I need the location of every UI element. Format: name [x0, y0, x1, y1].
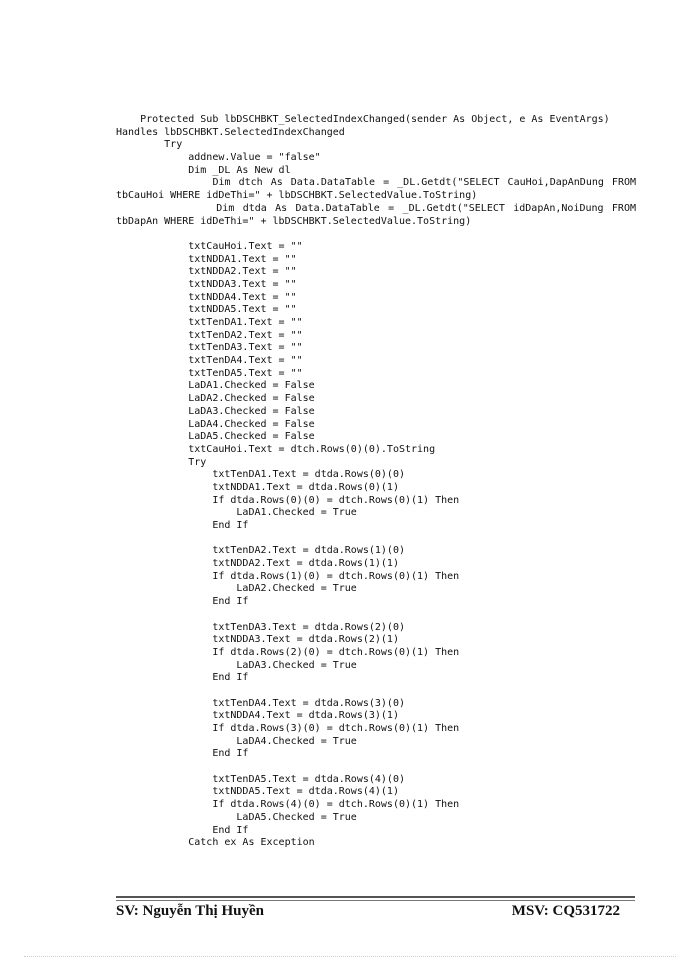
code-line: LaDA3.Checked = True [116, 659, 357, 671]
code-line [116, 533, 636, 546]
code-line: txtNDDA2.Text = dtda.Rows(1)(1) [116, 558, 399, 570]
code-line [116, 609, 636, 622]
code-line: txtTenDA2.Text = "" [116, 329, 303, 341]
code-line: txtTenDA5.Text = "" [116, 367, 303, 379]
code-line: LaDA3.Checked = False [116, 405, 315, 417]
code-line: txtTenDA4.Text = dtda.Rows(3)(0) [116, 697, 405, 709]
code-line: tbCauHoi WHERE idDeThi=" + lbDSCHBKT.SelectedValue.ToString) [116, 190, 478, 202]
code-line [116, 228, 636, 241]
code-line: txtTenDA3.Text = "" [116, 342, 303, 354]
code-line: If dtda.Rows(0)(0) = dtch.Rows(0)(1) Then [116, 494, 460, 506]
footer-student-id: MSV: CQ531722 [511, 903, 620, 919]
code-line: txtNDDA4.Text = dtda.Rows(3)(1) [116, 710, 399, 722]
code-line: End If [116, 596, 249, 608]
code-line: txtNDDA4.Text = "" [116, 291, 297, 303]
code-line: Handles lbDSCHBKT.SelectedIndexChanged [116, 126, 345, 138]
code-line: txtTenDA2.Text = dtda.Rows(1)(0) [116, 545, 405, 557]
code-line: If dtda.Rows(3)(0) = dtch.Rows(0)(1) Then [116, 723, 460, 734]
code-line: txtNDDA5.Text = "" [116, 304, 297, 316]
code-line: Protected Sub lbDSCHBKT_SelectedIndexChanged(sender As Object, e As EventArgs) [116, 114, 610, 125]
footer-rule-thin [116, 900, 635, 901]
code-line: LaDA5.Checked = False [116, 431, 315, 443]
code-line: addnew.Value = "false" [116, 152, 321, 164]
code-line: LaDA2.Checked = True [116, 583, 357, 595]
code-listing [116, 114, 636, 850]
code-line: txtNDDA1.Text = "" [116, 253, 297, 265]
code-line: tbDapAn WHERE idDeThi=" + lbDSCHBKT.SelectedValue.ToString) [116, 215, 472, 227]
code-line: End If [116, 824, 249, 836]
code-line: Dim dtda As Data.DataTable = _DL.Getdt("SELECT idDapAn,NoiDung FROM [116, 202, 636, 214]
code-line: txtNDDA3.Text = "" [116, 278, 297, 290]
code-line [116, 685, 636, 698]
code-line: Catch ex As Exception [116, 837, 315, 849]
code-line: End If [116, 520, 249, 531]
code-line: txtCauHoi.Text = dtch.Rows(0)(0).ToString [116, 443, 436, 455]
code-line: txtCauHoi.Text = "" [116, 240, 303, 252]
code-line: End If [116, 748, 249, 760]
code-line: Try [116, 456, 207, 468]
code-line: txtNDDA1.Text = dtda.Rows(0)(1) [116, 481, 399, 493]
code-line: txtNDDA5.Text = dtda.Rows(4)(1) [116, 786, 399, 798]
code-line: txtTenDA5.Text = dtda.Rows(4)(0) [116, 773, 405, 785]
code-line: txtNDDA3.Text = dtda.Rows(2)(1) [116, 634, 399, 646]
code-line: txtTenDA1.Text = dtda.Rows(0)(0) [116, 469, 405, 481]
code-line: LaDA2.Checked = False [116, 393, 315, 405]
code-line [116, 761, 636, 774]
code-line: LaDA5.Checked = True [116, 811, 357, 823]
footer-rule [116, 896, 635, 898]
footer-student-name: SV: Nguyễn Thị Huyền [116, 903, 264, 919]
code-line: Dim dtch As Data.DataTable = _DL.Getdt("SELECT CauHoi,DapAnDung FROM [116, 177, 636, 189]
code-line: If dtda.Rows(2)(0) = dtch.Rows(0)(1) Then [116, 646, 460, 658]
code-line: Try [116, 139, 183, 151]
code-line: Dim _DL As New dl [116, 164, 291, 176]
code-line: txtNDDA2.Text = "" [116, 266, 297, 278]
code-line: LaDA1.Checked = True [116, 507, 357, 519]
code-line: If dtda.Rows(4)(0) = dtch.Rows(0)(1) Then [116, 799, 460, 811]
page-bottom-edge [24, 956, 676, 957]
code-line: LaDA4.Checked = True [116, 735, 357, 747]
code-line: If dtda.Rows(1)(0) = dtch.Rows(0)(1) Then [116, 570, 460, 582]
code-line: txtTenDA1.Text = "" [116, 317, 303, 328]
code-line: LaDA1.Checked = False [116, 380, 315, 392]
code-line: LaDA4.Checked = False [116, 418, 315, 430]
code-line: End If [116, 672, 249, 684]
code-line: txtTenDA3.Text = dtda.Rows(2)(0) [116, 621, 405, 633]
code-line: txtTenDA4.Text = "" [116, 355, 303, 367]
